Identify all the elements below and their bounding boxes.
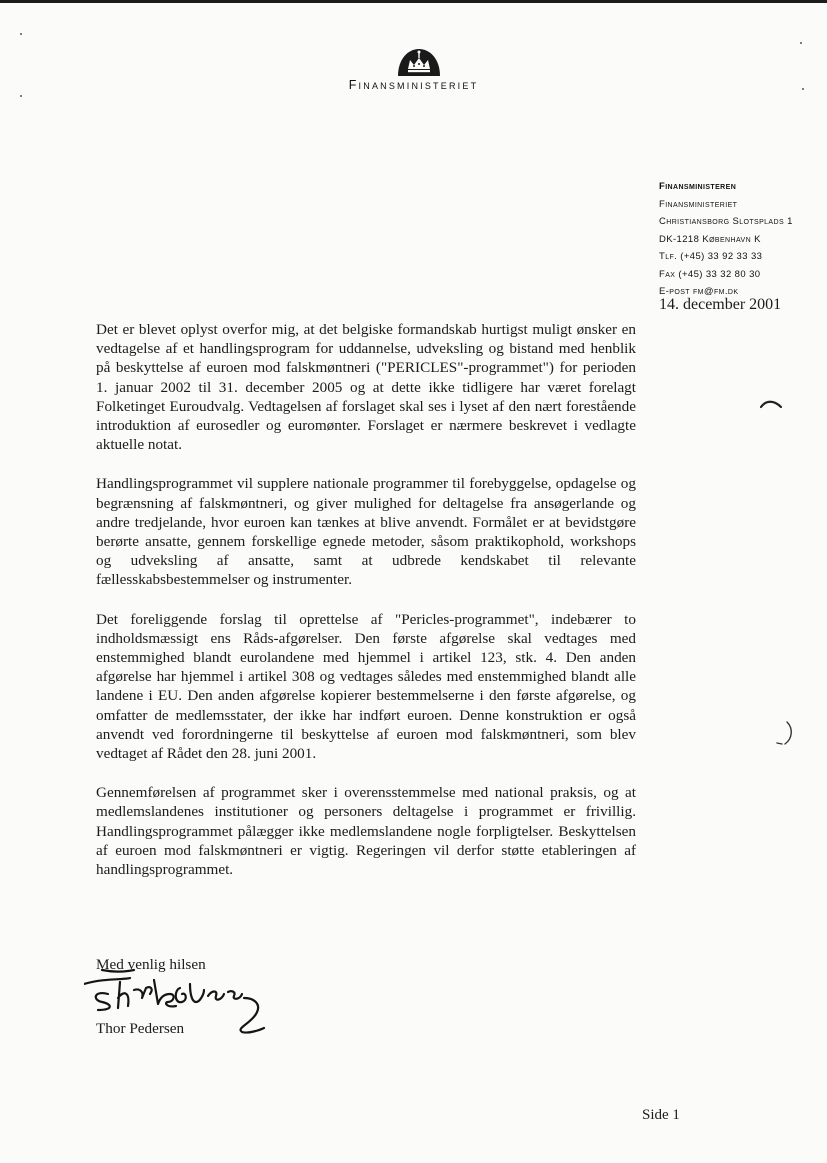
margin-mark-icon bbox=[760, 398, 782, 410]
body-paragraph: Det er blevet oplyst overfor mig, at det belgiske formandskab hurtigst muligt ønsker en vedtagelse af et handlingsprogram for uddannelse, udveksling og bistand med henblik på beskyttelse af euroen mod falskmøntneri ("PERICLES"-programmet") for perioden 1. januar 2002 til 31. december 2005 og at dette ikke tidligere har været forelagt Folketinget Euroudvalg. Vedtagelsen af forslaget skal ses i lyset af den nært forestående introduktion af eurosedler og euromønter. Forslaget er nærmere beskrevet i vedlagte aktuelle notat. bbox=[96, 321, 636, 454]
sender-line: E-post fm@fm.dk bbox=[659, 286, 739, 297]
sender-line: DK-1218 København K bbox=[659, 233, 761, 245]
scan-speck bbox=[20, 33, 22, 35]
scan-speck bbox=[800, 42, 802, 44]
page-number: Side 1 bbox=[642, 1107, 680, 1123]
sender-line: Fax (+45) 33 32 80 30 bbox=[659, 268, 761, 280]
crown-crest-icon bbox=[396, 45, 442, 77]
top-edge-rule bbox=[0, 0, 827, 3]
body-paragraph: Det foreliggende forslag til oprettelse af "Pericles-programmet", indebærer to indholdsmæssigt ens Råds-afgørelser. Den første afgørelse skal vedtages med enstemmighed blandt eurolandene med hjemmel i artikel 123, stk. 4. Den anden afgørelse har hjemmel i artikel 308 og vedtages således med enstemmighed blandt alle landene i EU. Den anden afgørelse kopierer bestemmelserne i den første afgørelse, og omfatter de medlemsstater, der ikke har indført euroen. Denne konstruktion er også anvendt ved forordningerne til beskyttelse af euroen mod falskmøntneri, som blev vedtaget af Rådet den 28. juni 2001. bbox=[96, 610, 636, 763]
letter-date: 14. december 2001 bbox=[659, 296, 782, 313]
closing-greeting: Med venlig hilsen bbox=[96, 956, 206, 973]
sender-line: Christiansborg Slotsplads 1 bbox=[659, 216, 793, 227]
body-paragraph: Handlingsprogrammet vil supplere nationale programmer til forebyggelse, opdagelse og begrænsning af falskmøntneri, og giver mulighed for deltagelse fra ansøgerlande og andre tredjelande, hvor euroen kan tænkes at blive anvendt. Formålet er at bevidstgøre berørte ansatte, gennem forskellige egnede metoder, såsom praktikophold, workshops og udveksling af ansatte, samt at udbrede kendskabet til relevante fællesskabsbestemmelser og instrumenter. bbox=[96, 475, 636, 589]
top-edge-fold bbox=[797, 0, 827, 8]
sender-title: Finansministeren bbox=[659, 181, 737, 192]
sender-line: Tlf. (+45) 33 92 33 33 bbox=[659, 251, 763, 262]
sender-block bbox=[659, 178, 793, 301]
letter-body bbox=[96, 320, 636, 899]
scan-speck bbox=[20, 95, 22, 97]
signer-name: Thor Pedersen bbox=[96, 1020, 185, 1037]
ministry-name: Finansministeriet bbox=[348, 78, 479, 92]
body-paragraph: Gennemførelsen af programmet sker i overensstemmelse med national praksis, og at medlemslandenes institutioner og personers deltagelse i programmet er frivillig. Handlingsprogrammet pålægger ikke medlemslandene nogle forpligtelser. Beskyttelsen af euroen mod falskmøntneri er vigtig. Regeringen vil derfor støtte etableringen af handlingsprogrammet. bbox=[96, 784, 636, 879]
margin-mark-icon bbox=[775, 720, 795, 746]
sender-line: Finansministeriet bbox=[659, 198, 738, 210]
